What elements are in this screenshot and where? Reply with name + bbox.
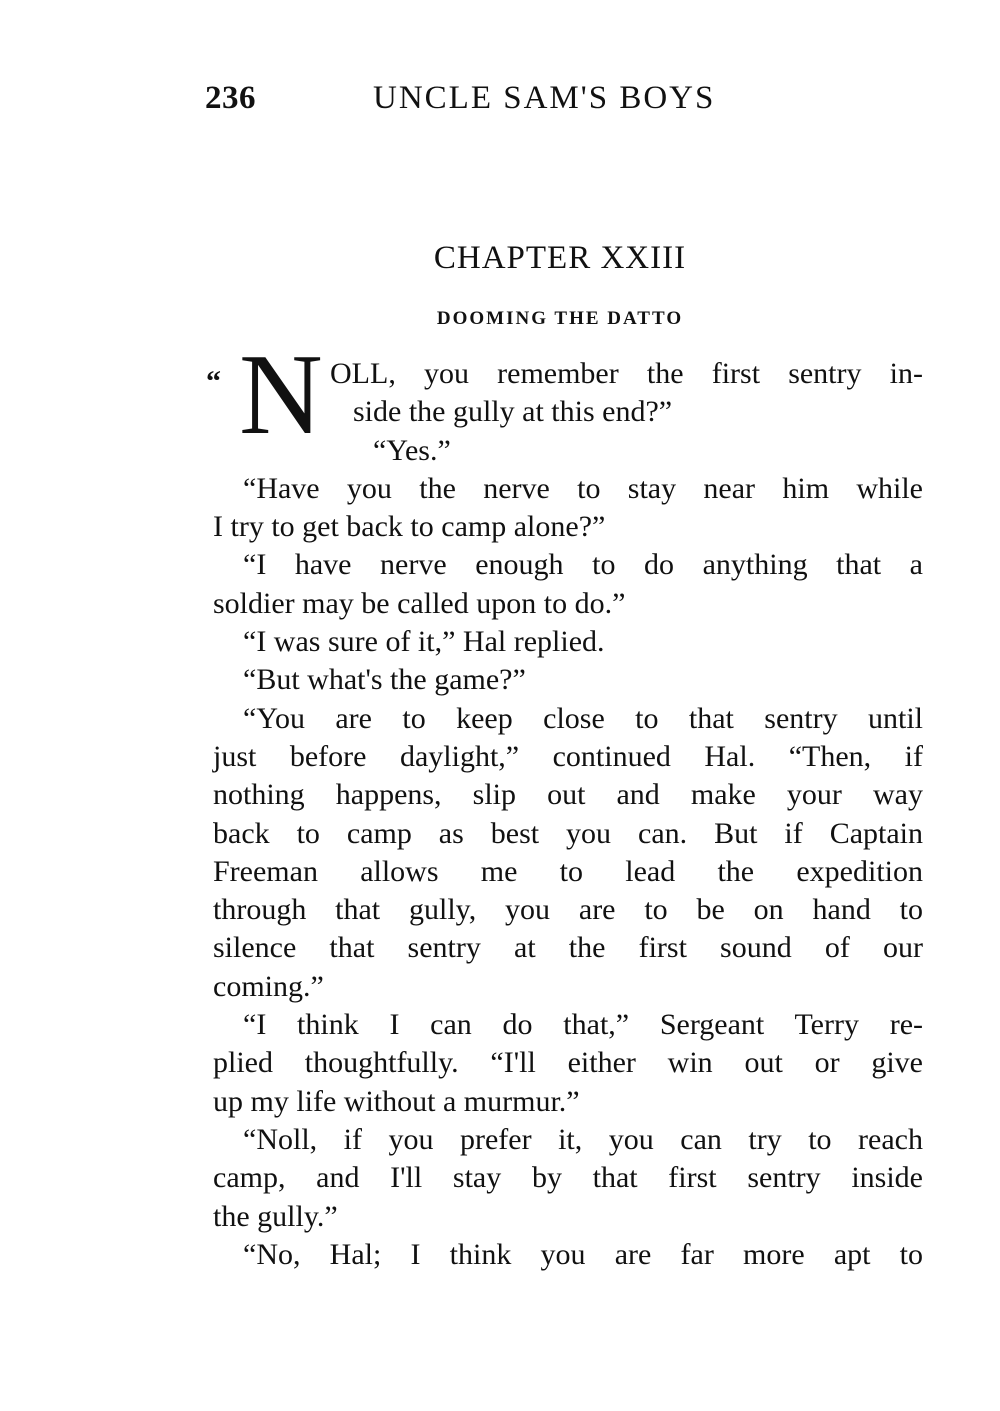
text-line: Freeman allows me to lead the expedition — [213, 854, 923, 888]
text-line: soldier may be called upon to do.” — [213, 586, 626, 620]
text-line: back to camp as best you can. But if Captain — [213, 816, 923, 850]
text-line: “Have you the nerve to stay near him while — [243, 471, 923, 505]
body-text — [206, 331, 923, 1274]
text-line: OLL, you remember the first sentry in- — [330, 357, 923, 390]
text-line: coming.” — [213, 969, 324, 1003]
text-line: “Yes.” — [373, 433, 451, 467]
text-line: “Noll, if you prefer it, you can try to reach — [243, 1122, 923, 1156]
text-line: nothing happens, slip out and make your way — [213, 778, 923, 812]
text-line: “I have nerve enough to do anything that a — [243, 548, 923, 582]
drop-cap: N — [239, 331, 323, 459]
text-line: “No, Hal; I think you are far more apt to — [243, 1237, 923, 1271]
text-line: up my life without a murmur.” — [213, 1084, 580, 1118]
running-title: UNCLE SAM'S BOYS — [373, 80, 716, 116]
text-line: “I think I can do that,” Sergeant Terry re- — [243, 1008, 923, 1042]
page-number: 236 — [205, 80, 256, 116]
chapter-title: CHAPTER XXIII — [433, 240, 687, 276]
text-line: silence that sentry at the first sound of our — [213, 931, 923, 965]
text-line: through that gully, you are to be on hand to — [213, 893, 923, 927]
opening-quote: “ — [206, 365, 221, 398]
text-line: the gully.” — [213, 1199, 338, 1233]
text-line: plied thoughtfully. “I'll either win out or give — [213, 1046, 923, 1080]
chapter-subtitle: DOOMING THE DATTO — [436, 308, 684, 329]
text-line: I try to get back to camp alone?” — [213, 510, 606, 544]
text-line: just before daylight,” continued Hal. “Then, if — [213, 739, 923, 773]
text-line: camp, and I'll stay by that first sentry inside — [213, 1161, 923, 1195]
text-line: “You are to keep close to that sentry until — [243, 701, 923, 735]
text-line: “I was sure of it,” Hal replied. — [243, 625, 605, 659]
page-header — [205, 80, 925, 130]
text-line: side the gully at this end?” — [353, 395, 673, 429]
text-line: “But what's the game?” — [243, 663, 526, 697]
